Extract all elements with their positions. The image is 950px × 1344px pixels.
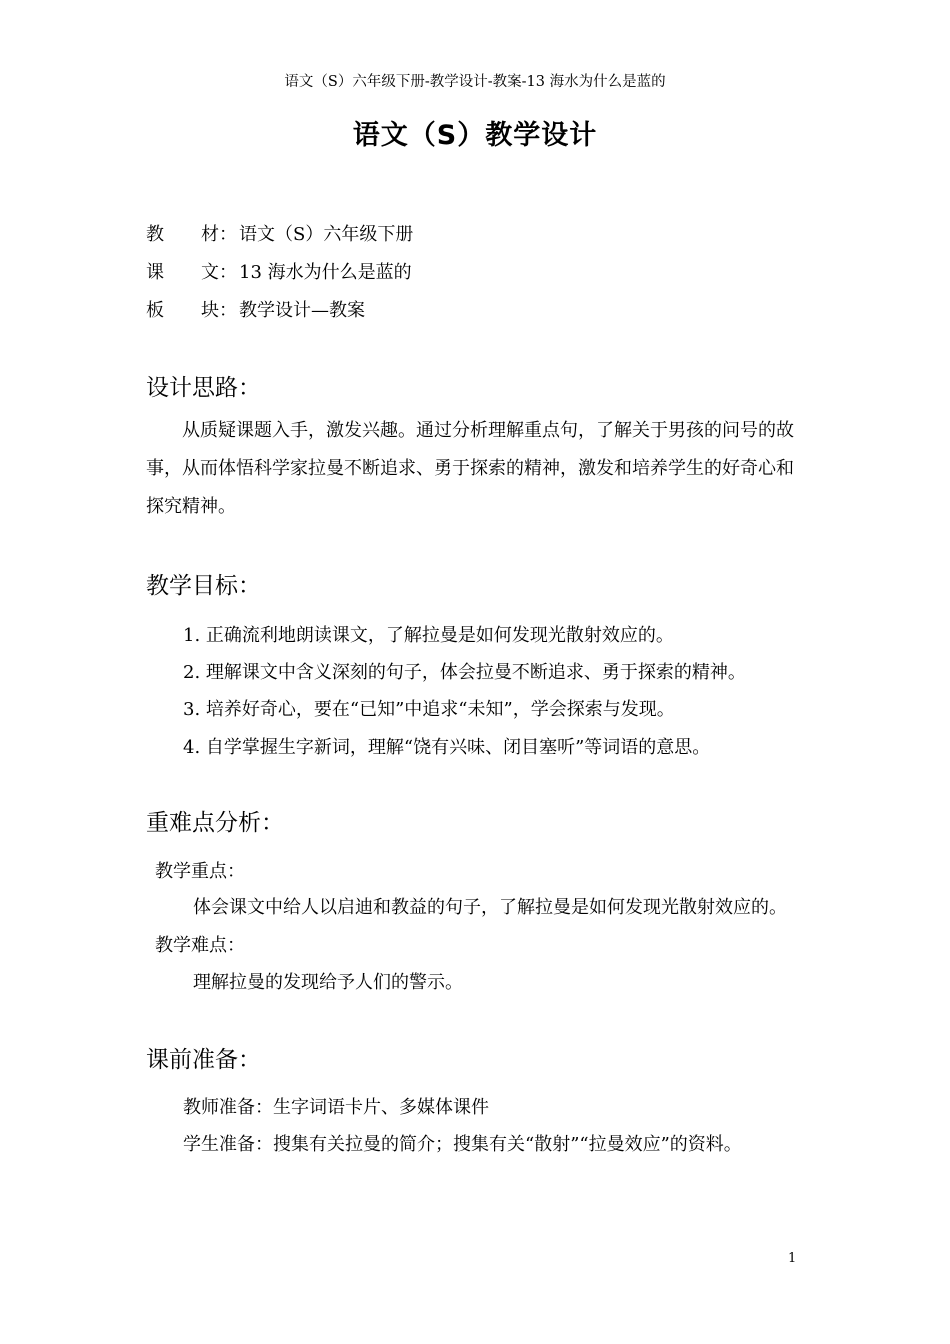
student-prep: 学生准备：搜集有关拉曼的简介；搜集有关“散射”“拉曼效应”的资料。 — [183, 1134, 742, 1155]
meta-key: 教 — [146, 224, 164, 245]
section-heading-goals: 教学目标： — [146, 573, 261, 599]
section-heading-analysis: 重难点分析： — [146, 810, 284, 836]
section-heading-design: 设计思路： — [146, 375, 261, 401]
running-header: 语文（S）六年级下册-教学设计-教案-13 海水为什么是蓝的 — [284, 74, 666, 90]
key-point-text: 体会课文中给人以启迪和教益的句子，了解拉曼是如何发现光散射效应的。 — [193, 897, 787, 918]
difficulty-text: 理解拉曼的发现给予人们的警示。 — [193, 972, 463, 993]
meta-row-material — [146, 220, 546, 246]
goal-item: 4. 自学掌握生字新词，理解“饶有兴味、闭目塞听”等词语的意思。 — [183, 737, 711, 758]
meta-key: 块： — [201, 300, 237, 321]
meta-value: 13 海水为什么是蓝的 — [239, 262, 412, 283]
design-paragraph: 从质疑课题入手，激发兴趣。通过分析理解重点句，了解关于男孩的问号的故事，从而体悟科学家拉曼不断追求、勇于探索的精神，激发和培养学生的好奇心和探究精神。 — [146, 420, 794, 517]
meta-key: 材： — [201, 224, 237, 245]
goal-item: 2. 理解课文中含义深刻的句子，体会拉曼不断追求、勇于探索的精神。 — [183, 662, 746, 683]
key-point-label: 教学重点： — [155, 861, 245, 882]
meta-row-section — [146, 296, 546, 322]
goal-item: 1. 正确流利地朗读课文，了解拉曼是如何发现光散射效应的。 — [183, 625, 674, 646]
page-number: 1 — [788, 1251, 797, 1266]
page-title: 语文（S）教学设计 — [352, 120, 598, 151]
section-heading-prep: 课前准备： — [146, 1047, 261, 1073]
meta-value: 语文（S）六年级下册 — [239, 224, 414, 245]
teacher-prep: 教师准备：生字词语卡片、多媒体课件 — [183, 1097, 489, 1118]
meta-row-lesson — [146, 258, 546, 284]
goal-item: 3. 培养好奇心，要在“已知”中追求“未知”，学会探索与发现。 — [183, 699, 675, 720]
meta-key: 板 — [146, 300, 164, 321]
meta-key: 课 — [146, 262, 164, 283]
meta-key: 文： — [201, 262, 237, 283]
meta-value: 教学设计—教案 — [239, 300, 365, 321]
difficulty-label: 教学难点： — [155, 935, 245, 956]
